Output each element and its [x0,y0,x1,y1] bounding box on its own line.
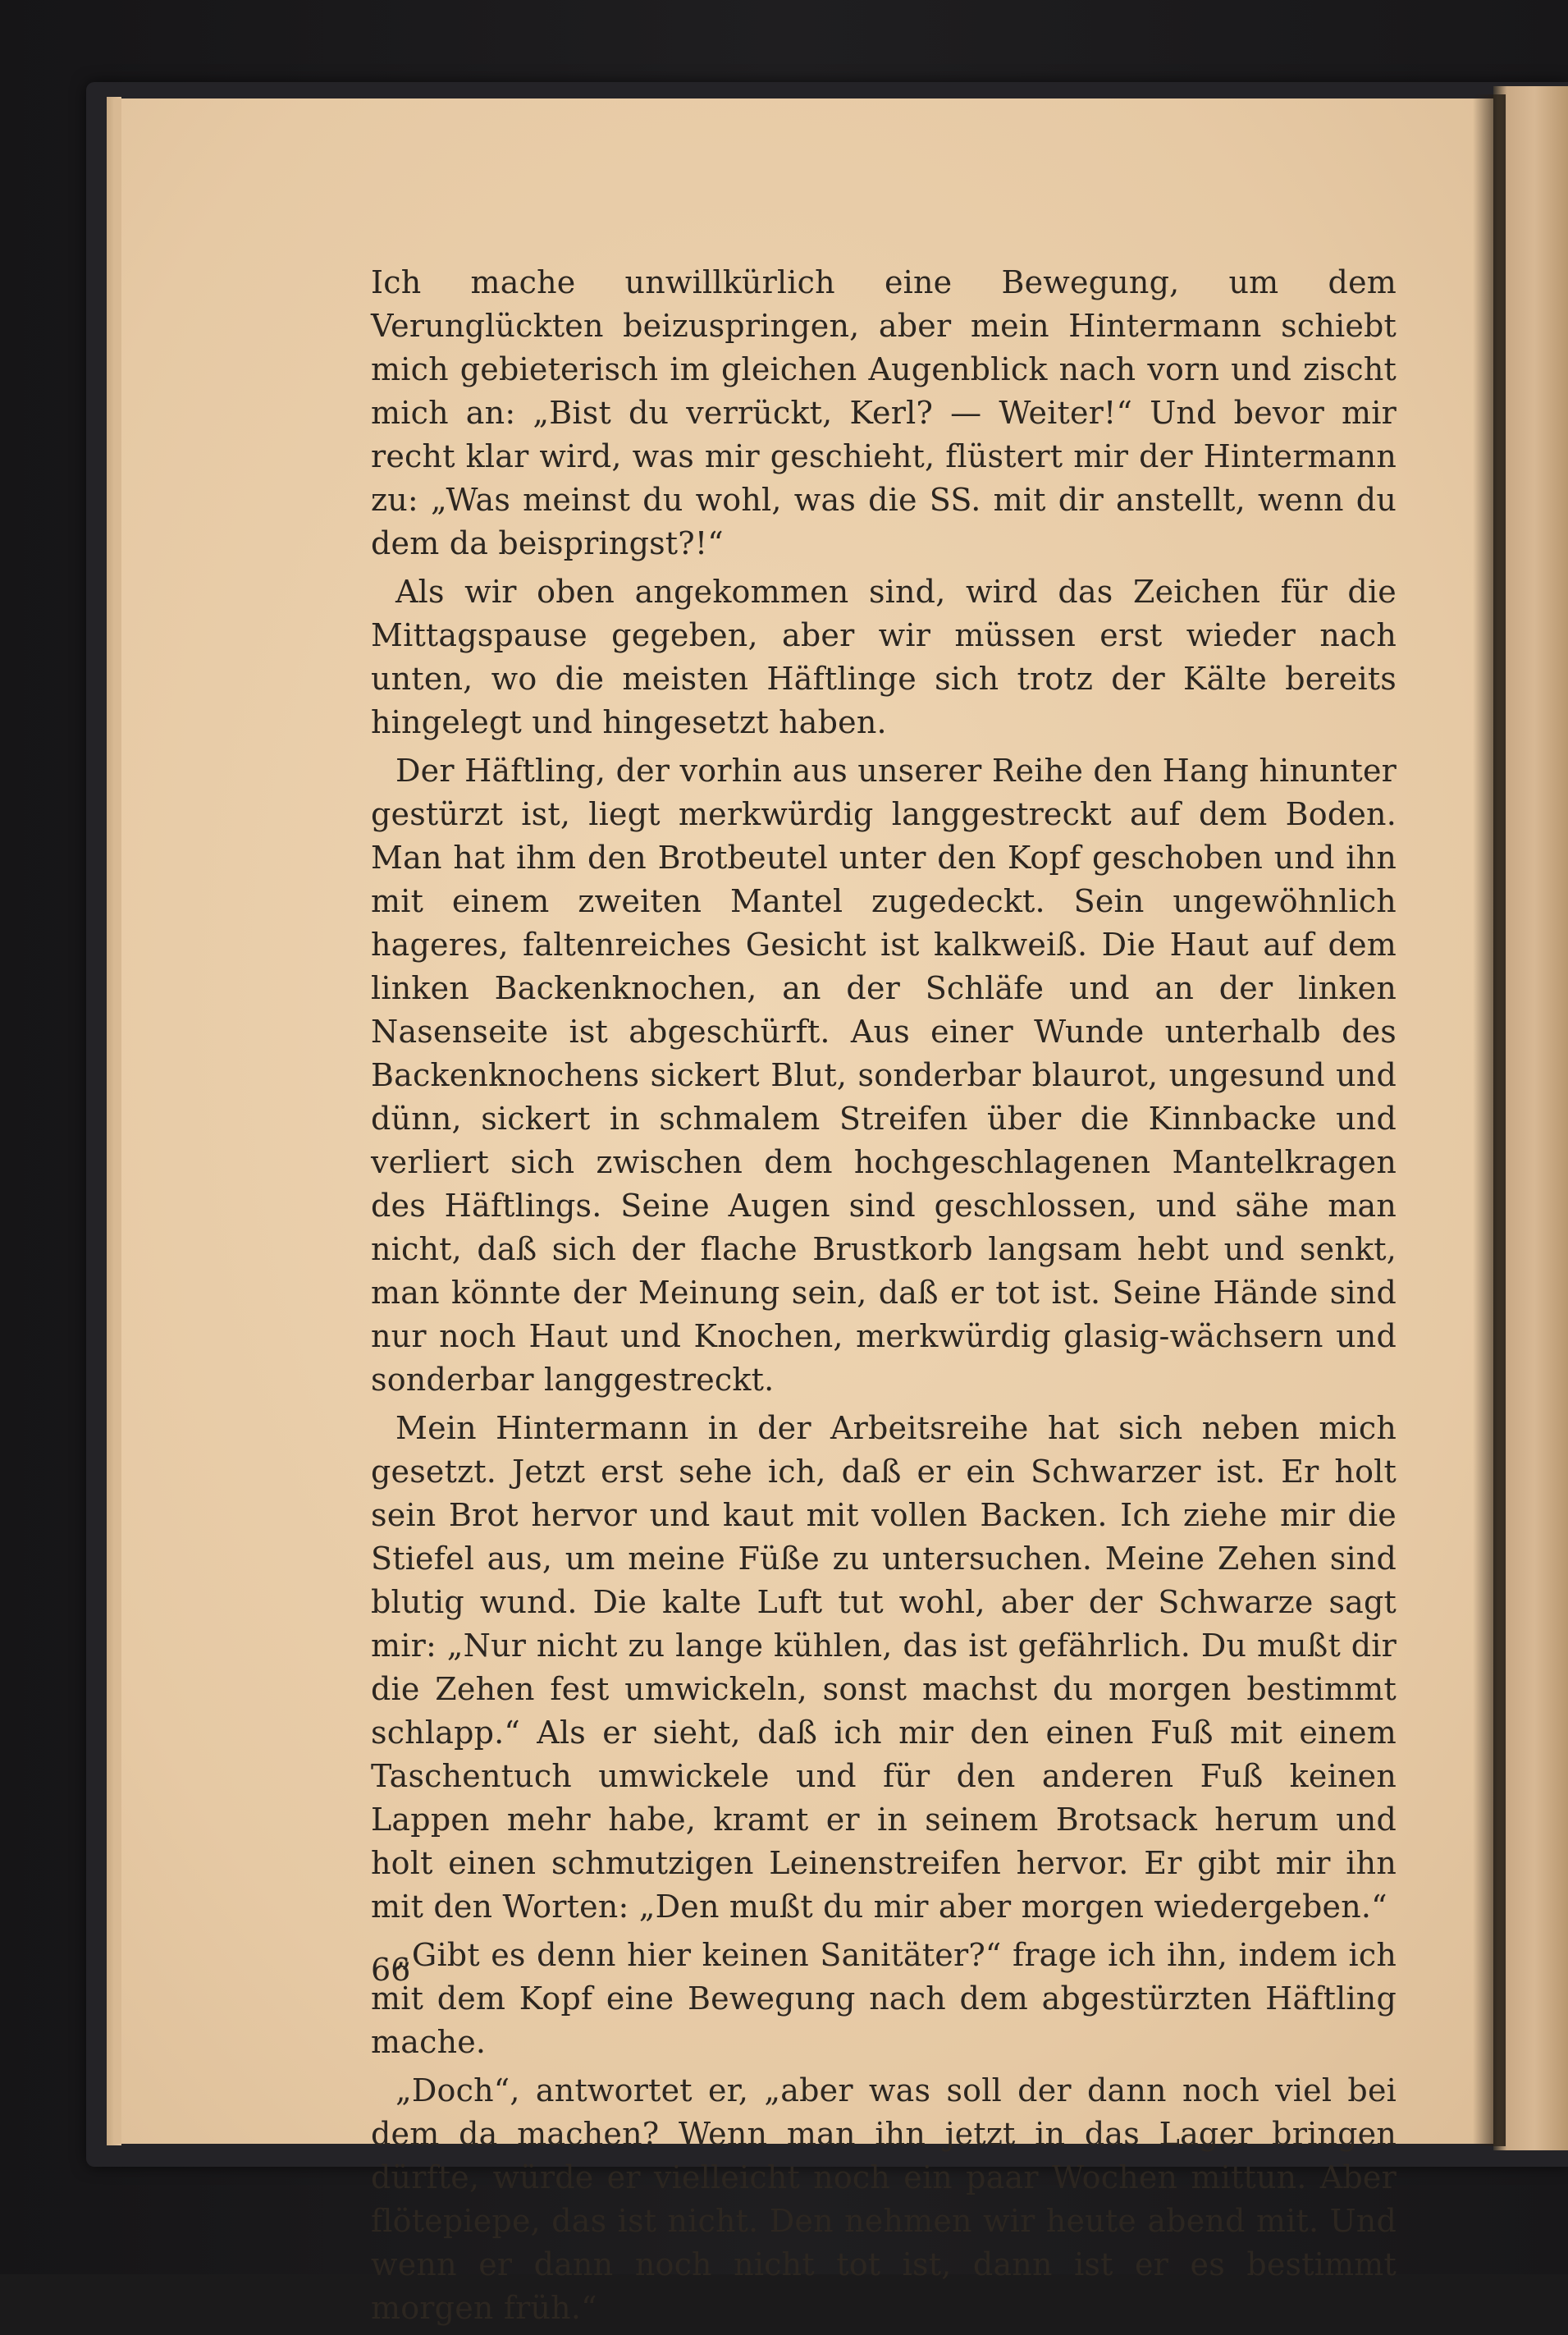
paragraph: Ich mache unwillkürlich eine Bewegung, um dem Verunglückten beizuspringen, aber mein Hintermann schiebt mich gebieterisch im gleichen Augenblick nach vorn und zischt mich an: „Bist du verrückt, Kerl? — Weiter!“ Und bevor mir recht klar wird, was mir geschieht, flüstert mir der Hintermann zu: „Was meinst du wohl, was die SS. mit dir anstellt, wenn du dem da beispringst?!“ [371,264,1397,561]
page-number: 66 [371,1952,411,1988]
paragraph: Mein Hintermann in der Arbeitsreihe hat sich neben mich gesetzt. Jetzt erst sehe ich, daß er ein Schwarzer ist. Er holt sein Brot hervor und kaut mit vollen Backen. Ich ziehe mir die Stiefel aus, um meine Füße zu untersuchen. Meine Zehen sind blutig wund. Die kalte Luft tut wohl, aber der Schwarze sagt mir: „Nur nicht zu lange kühlen, das ist gefährlich. Du mußt dir die Zehen fest umwickeln, sonst machst du morgen bestimmt schlapp.“ Als er sieht, daß ich mir den einen Fuß mit einem Taschentuch umwickele und für den anderen Fuß keinen Lappen mehr habe, kramt er in seinem Brotsack herum und holt einen schmutzigen Leinenstreifen hervor. Er gibt mir ihn mit den Worten: „Den mußt du mir aber morgen wiedergeben.“ [371,1410,1397,1925]
paragraph: „Gibt es denn hier keinen Sanitäter?“ frage ich ihn, indem ich mit dem Kopf eine Bewegung nach dem abgestürzten Häftling mache. [371,1937,1397,2060]
paragraph: „Doch“, antwortet er, „aber was soll der dann noch viel bei dem da machen? Wenn man ihn jetzt in das Lager bringen dürfte, würde er vielleicht noch ein paar Wochen mittun. Aber flötepiepe, das ist nicht. Den nehmen wir heute abend mit. Und wenn er dann noch nicht tot ist, dann ist er es bestimmt morgen früh.“ [371,2072,1397,2326]
page-gutter-shadow [1473,94,1506,2146]
paragraph: Der Häftling, der vorhin aus unserer Reihe den Hang hinunter gestürzt ist, liegt merkwürdig langgestreckt auf dem Boden. Man hat ihm den Brotbeutel unter den Kopf geschoben und ihn mit einem zweiten Mantel zugedeckt. Sein ungewöhnlich hageres, faltenreiches Gesicht ist kalkweiß. Die Haut auf dem linken Backenknochen, an der Schläfe und an der linken Nasenseite ist abgeschürft. Aus einer Wunde unterhalb des Backenknochens sickert Blut, sonderbar blaurot, ungesund und dünn, sickert in schmalem Streifen über die Kinnbacke und verliert sich zwischen dem hochgeschlagenen Mantelkragen des Häftlings. Seine Augen sind geschlossen, und sähe man nicht, daß sich der flache Brustkorb langsam hebt und senkt, man könnte der Meinung sein, daß er tot ist. Seine Hände sind nur noch Haut und Knochen, merkwürdig glasig-wächsern und sonderbar langgestreckt. [371,753,1397,1398]
body-text [371,261,1397,2335]
paragraph: Als wir oben angekommen sind, wird das Zeichen für die Mittagspause gegeben, aber wir müssen erst wieder nach unten, wo die meisten Häftlinge sich trotz der Kälte bereits hingelegt und hingesetzt haben. [371,574,1397,740]
